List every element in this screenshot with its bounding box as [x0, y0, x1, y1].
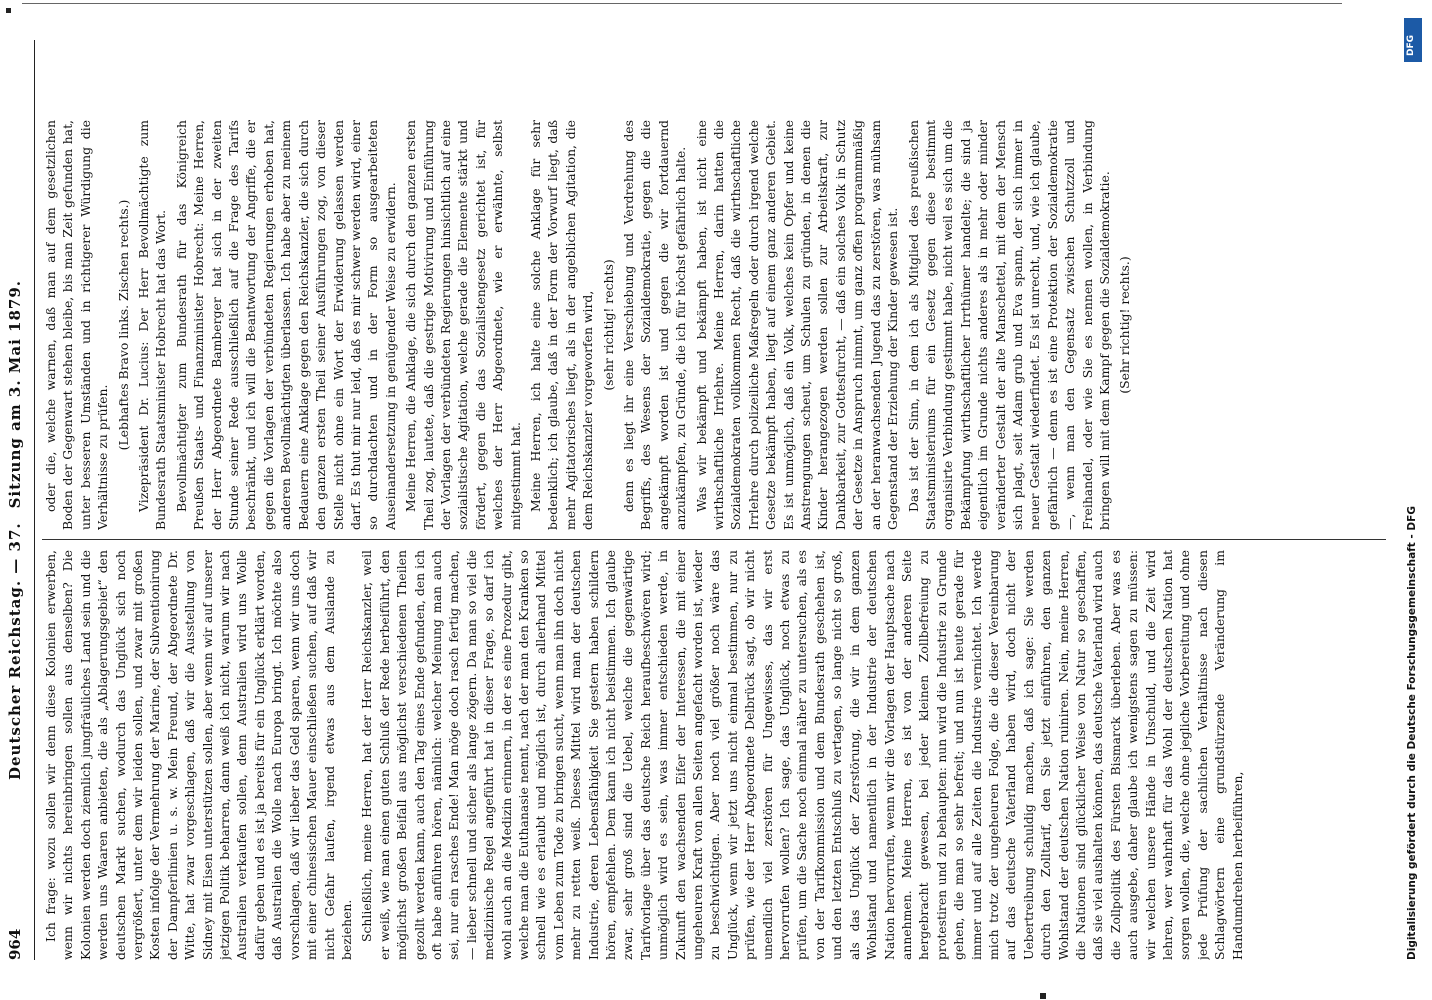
dfg-logo-text: DFG	[1406, 34, 1416, 56]
paragraph: Meine Herren, die Anklage, die sich durch den ganzen ersten Theil zog, lautete, daß die gestrige Motivirung und Einführung der Vorlagen der verbündeten Regierungen hinsichtlich auf eine sozialistische Agitation, welche gerade die Elemente stärkt und fördert, gegen die das Sozialistengesetz gerichtet ist, für welches der Herr Abgeordnete, wie er erwähnte, selbst mitgestimmt hat.	[403, 120, 523, 530]
paragraph: Vizepräsident Dr. Lucius: Der Herr Bevollmächtigte zum Bundesrath Staatsminister Hobrecht hat das Wort.	[136, 120, 169, 530]
digitization-credit	[1398, 40, 1426, 970]
text-column-left	[42, 550, 1386, 960]
credit-text: Digitalisierung gefördert durch die Deutsche Forschungsgemeinschaft - DFG	[1406, 506, 1418, 960]
paragraph: Ich frage: wozu sollen wir denn diese Kolonien erwerben, wenn wir nichts hereinbringen sollen aus denselben? Die Kolonien werden doch ziemlich jungfräuliches Land sein und die werden uns Waaren anbieten, die als „Ablagerungsgebiet“ den deutschen Markt suchen, wodurch das Unglück sich noch vergrößert, unter dem wir leiden sollen, und zwar mit großen Kosten infolge der Vermehrung der Marine, der Subventionirung der Dampferlinien u. s. w. Mein Freund, der Abgeordnete Dr. Witte, hat zwar vorgeschlagen, daß wir die Ausstellung von Sidney mit Eisen unterstützen sollen, aber wenn wir auf unserer jetzigen Politik beharren, dann weiß ich nicht, warum wir nach Australien verkaufen sollen, denn Australien wird uns Wolle dafür geben und es ist ja bereits für ein Unglück erklärt worden, daß Australien die Wolle nach Europa bringt. Ich möchte also vorschlagen, daß wir lieber das Geld sparen, wenn wir uns doch mit einer chinesischen Mauer einschließen suchen, auf daß wir nicht Gefahr laufen, irgend etwas aus dem Auslande zu beziehen.	[43, 550, 354, 960]
scan-top-edge	[22, 3, 1342, 4]
paragraph: oder die, welche warnen, daß man auf dem gesetzlichen Boden der Gegenwart stehen bleibe, bis man Zeit gefunden hat, unter besseren Umständen und in richtigerer Würdigung die Verhältnisse zu prüfen.	[43, 120, 111, 530]
paragraph: Schließlich, meine Herren, hat der Herr Reichskanzler, weil er weiß, wie man einen guten Schluß der Rede herbeiführt, den möglichst großen Beifall aus möglichst verschiedenen Theilen gezollt werden kann, auch den Tag eines Ende gefunden, den ich oft habe anführen hören, nämlich: welcher Meinung man auch sei, nur ein rasches Ende! Man möge doch rasch fertig machen, — lieber schnell und sicher als lange zögern. Da man so viel die medizinische Regel angeführt hat in dieser Frage, so darf ich wohl auch an die Medizin erinnern, in der es eine Prozedur gibt, welche man die Euthanasie nennt, nach der man den Kranken so schnell wie es erlaubt und möglich ist, durch allerhand Mittel vom Leben zum Tode zu bringen sucht, wenn man ihn doch nicht mehr zu retten weiß. Dieses Mittel wird man der deutschen Industrie, deren Lebensfähigkeit Sie gestern haben schildern hören, empfehlen. Dem kann ich nicht beistimmen. Ich glaube zwar, sehr groß sind die Uebel, welche die gegenwärtige Tarifvorlage über das deutsche Reich heraufbeschwören wird; unmöglich wird es sein, was immer entschieden werde, in Zukunft den wachsenden Eifer der Interessen, die mit einer ungeheuren Kraft von allen Seiten angefacht worden ist, wieder zu beschwichtigen. Aber noch viel größer noch wäre das Unglück, wenn wir jetzt uns nicht einmal bestimmen, nur zu prüfen, wie der Herr Abgeordnete Delbrück sagt, ob wir nicht unendlich viel zerstören für Ungewisses, das wir erst hervorrufen wollen? Ich sage, das Unglück, noch etwas zu prüfen, um die Sache noch einmal näher zu untersuchen, als es von der Tarifkommission und dem Bundesrath geschehen ist, und den letzten Entschluß zu vertagen, so lange nicht so groß, als das Unglück der Zerstörung, die wir in dem ganzen Wohlstand und namentlich in der Industrie der deutschen Nation hervorrufen, wenn wir die Vorlagen der Hauptsache nach annehmen. Meine Herren, es ist von der anderen Seite hergebracht gewesen, bei jeder kleinen Zollbefreiung zu protestiren und zu behaupten: nun wird die Industrie zu Grunde gehen, die man so sehr befreit; und nun ist heute gerade für immer und auf alle Zeiten die Industrie vernichtet. Ich werde mich trotz der ungeheuren Folge, die die dieser Vereinbarung auf das deutsche Vaterland haben wird, doch nicht der Uebertreibung schuldig machen, daß ich sage: Sie werden durch den Zolltarif, den Sie jetzt einführen, den ganzen Wohlstand der deutschen Nation ruiniren. Nein, meine Herren, die Nationen sind glücklicher Weise von Natur so geschaffen, daß sie viel aushalten können, das deutsche Vaterland wird auch die Zollpolitik des Fürsten Bismarck überleben. Aber was es auch ausgebe, daher glaube ich wenigstens sagen zu müssen: wir welchen unsere Hände in Unschuld, und die Zeit wird lehren, wer wahrhaft für das Wohl der deutschen Nation hat sorgen wollen, die, welche ohne jegliche Vorbereitung und ohne jede Prüfung der sachlichen Verhältnisse nach diesen Schlagwörtern eine grundstürzende Veränderung im Handumdrehen herbeiführen,	[359, 550, 1245, 960]
paragraph: denn es liegt ihr eine Verschiebung und Verdrehung des Begriffs, des Wesens der Sozialdemokratie, gegen die die angekämpft worden ist und gegen die wir fortdauernd anzukämpfen, zu Gründe, die ich für höchst gefährlich halte.	[621, 120, 689, 530]
dfg-logo	[1404, 18, 1422, 62]
paragraph: Meine Herren, ich halte eine solche Anklage für sehr bedenklich; ich glaube, daß in der Form der Vorwurf liegt, daß mehr Agitatorisches liegt, als in der angeblichen Agitation, die dem Reichskanzler vorgeworfen wird,	[527, 120, 596, 530]
page-number: 964	[6, 928, 24, 960]
paragraph: Das ist der Sinn, in dem ich als Mitglied des preußischen Staatsministeriums für ein Gesetz gegen diese bestimmt organisirte Verbindung gestimmt habe, nicht weil es sich um die Bekämpfung wirthschaftlicher Irrthümer handelte; die sind ja eigentlich im Grunde nichts anderes als in mehr oder minder veränderter Gestalt der alte Manschettel, mit dem der Mensch sich plagt, seit Adam grub und Eva spann, der sich immer in neuer Gestalt wiederfindet. Es ist unrecht, und, wie ich glaube, gefährlich — denn es ist eine Protektion der Sozialdemokratie —, wenn man den Gegensatz zwischen Schutzzoll und Freihandel, oder wie Sie es nennen wollen, in Verbindung bringen will mit dem Kampf gegen die Sozialdemokratie.	[905, 120, 1112, 530]
page-header	[2, 40, 32, 960]
interjection: (sehr richtig! rechts)	[600, 259, 616, 391]
paragraph: Bevollmächtigter zum Bundesrath für das Königreich Preußen Staats- und Finanzminister Hobrecht: Meine Herren, der Herr Abgeordnete Bamberger hat sich in der zweiten Stunde seiner Rede ausschließlich auf die Frage des Tarifs beschränkt, und ich will die Beantwortung der Angriffe, die er gegen die Vorlagen der verbündeten Regierungen erhoben hat, anderen Bevollmächtigten überlassen. Ich habe aber zu meinem Bedauern eine Anklage gegen den Reichskanzler, die sich durch den ganzen ersten Theil seiner Ausführungen zog, von dieser Stelle nicht ohne ein Wort der Erwiderung gelassen werden darf. Es thut mir nur leid, daß es mir schwer werden wird, einer so durchdachten und in der Form so ausgearbeiteten Auseinandersetzung in genügender Weise zu erwidern.	[173, 120, 398, 530]
column-divider	[42, 539, 1386, 540]
scan-mark	[6, 8, 11, 13]
text-column-right	[42, 120, 1386, 530]
rotated-newspaper-page	[0, 20, 1396, 980]
scan-mark	[1040, 993, 1046, 999]
header-title-left: Deutscher Reichstag. — 37.	[6, 522, 24, 780]
interjection: (Lebhaftes Bravo links. Zischen rechts.)	[115, 199, 131, 451]
header-title-right: Sitzung am 3. Mai 1879.	[6, 280, 24, 509]
header-rule	[34, 40, 35, 960]
paragraph: Was wir bekämpft und bekämpft haben, ist nicht eine wirthschaftliche Irrlehre. Meine Herren, darin hatten die Sozialdemokraten vollkommen Recht, daß die wirthschaftliche Irrlehre durch polizeiliche Maßregeln oder durch irgend welche Gesetze bekämpft haben, liegt auf einem ganz anderen Gebiet. Es ist unmöglich, daß ein Volk, welches kein Opfer und keine Anstrengungen scheut, um Schulen zu gründen, in denen die Kinder herangezogen werden sollen zur Arbeitskraft, zur Dankbarkeit, zur Gottesfurcht, — daß ein solches Volk in Schutz der Gesetze in Anspruch nimmt, um ganz offen programmmäßig an der heranwachsenden Jugend das zu zerstören, was mühsam Gegenstand der Erziehung der Kinder gewesen ist.	[693, 120, 901, 530]
interjection: (Sehr richtig! rechts.)	[1117, 256, 1133, 394]
